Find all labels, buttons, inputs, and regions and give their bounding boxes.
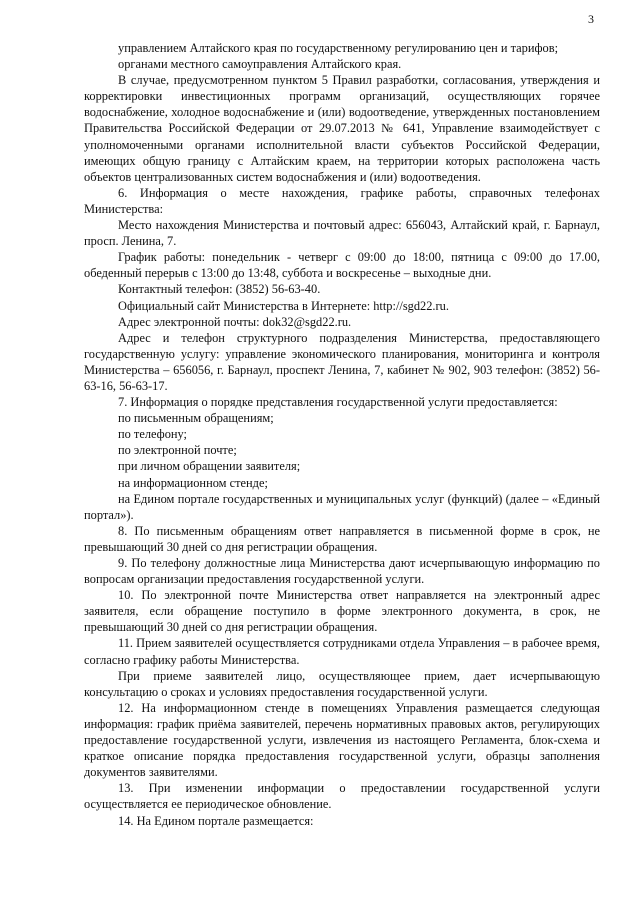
paragraph-website: Официальный сайт Министерства в Интернете: http://sgd22.ru. bbox=[118, 298, 449, 313]
paragraph-item-9: 9. По телефону должностные лица Министерства дают исчерпывающую информацию по вопросам организации предоставления государственной услуги. bbox=[84, 556, 600, 587]
list-item: по электронной почте; bbox=[118, 443, 237, 458]
paragraph-item-12: 12. На информационном стенде в помещениях Управления размещается следующая информация: график приёма заявителей, перечень нормативных правовых актов, регулирующих предоставление государственной услуги, извлечения из настоящего Регламента, блок-схема и краткое описание порядка предоставления государственной услуги, образцы заполнения документов заявителями. bbox=[84, 700, 600, 780]
list-item: при личном обращении заявителя; bbox=[118, 459, 301, 474]
list-item: по письменным обращениям; bbox=[118, 411, 274, 426]
paragraph-local-government: органами местного самоуправления Алтайского края. bbox=[118, 57, 402, 72]
paragraph-item-8: 8. По письменным обращениям ответ направляется в письменной форме в срок, не превышающий 30 дней со дня регистрации обращения. bbox=[84, 523, 600, 554]
page-number: 3 bbox=[588, 12, 594, 26]
list-item: по телефону; bbox=[118, 427, 188, 442]
paragraph-email: Адрес электронной почты: dok32@sgd22.ru. bbox=[118, 314, 352, 329]
paragraph-item-11: 11. Прием заявителей осуществляется сотрудниками отдела Управления – в рабочее время, согласно графику работы Министерства. bbox=[84, 636, 600, 667]
paragraph-item-7: 7. Информация о порядке представления государственной услуги предоставляется: bbox=[118, 395, 558, 410]
paragraph-item-13: 13. При изменении информации о предоставлении государственной услуги осуществляется ее периодическое обновление. bbox=[84, 781, 600, 812]
paragraph-item-6: 6. Информация о месте нахождения, графике работы, справочных телефонах Министерства: bbox=[84, 185, 600, 216]
paragraph-item-10: 10. По электронной почте Министерства ответ направляется на электронный адрес заявителя, если обращение поступило в форме электронного документа, в срок, не превышающий 30 дней со дня регистрации обращения. bbox=[84, 588, 600, 635]
paragraph-consultation: При приеме заявителей лицо, осуществляющее прием, дает исчерпывающую консультацию о сроках и условиях предоставления государственной услуги. bbox=[84, 668, 600, 699]
paragraph-department-address: Адрес и телефон структурного подразделения Министерства, предоставляющего государственную услугу: управление экономического планирования, мониторинга и контроля Министерства – 656056, г. Барнаул, проспект Ленина, 7, кабинет № 902, 903 телефон: (3852) 56-63-16, 56-63-17. bbox=[84, 330, 600, 393]
paragraph-interaction-case: В случае, предусмотренном пунктом 5 Правил разработки, согласования, утверждения и корректировки инвестиционных программ организаций, осуществляющих горячее водоснабжение, холодное водоснабжение и (или) водоотведение, утвержденных постановлением Правительства Российской Федерации от 29.07.2013 № 641, Управление взаимодействует с уполномоченными органами исполнительной власти субъектов Российской Федерации, имеющих общую границу с Алтайским краем, на территории которых расположена часть объектов централизованных систем водоснабжения и (или) водоотведения. bbox=[84, 73, 600, 184]
paragraph-phone: Контактный телефон: (3852) 56-63-40. bbox=[118, 282, 321, 297]
paragraph-item-14: 14. На Едином портале размещается: bbox=[118, 813, 314, 828]
document-body bbox=[84, 40, 600, 829]
paragraph-schedule: График работы: понедельник - четверг с 09:00 до 18:00, пятница с 09:00 до 17.00, обеденный перерыв с 13:00 до 13:48, суббота и воскресенье – выходные дни. bbox=[84, 250, 600, 281]
list-item: на Едином портале государственных и муниципальных услуг (функций) (далее – «Единый портал»). bbox=[84, 491, 600, 522]
list-item: на информационном стенде; bbox=[118, 475, 268, 490]
paragraph-regulator: управлением Алтайского края по государственному регулированию цен и тарифов; bbox=[118, 41, 559, 55]
paragraph-location: Место нахождения Министерства и почтовый адрес: 656043, Алтайский край, г. Барнаул, просп. Ленина, 7. bbox=[84, 218, 600, 249]
